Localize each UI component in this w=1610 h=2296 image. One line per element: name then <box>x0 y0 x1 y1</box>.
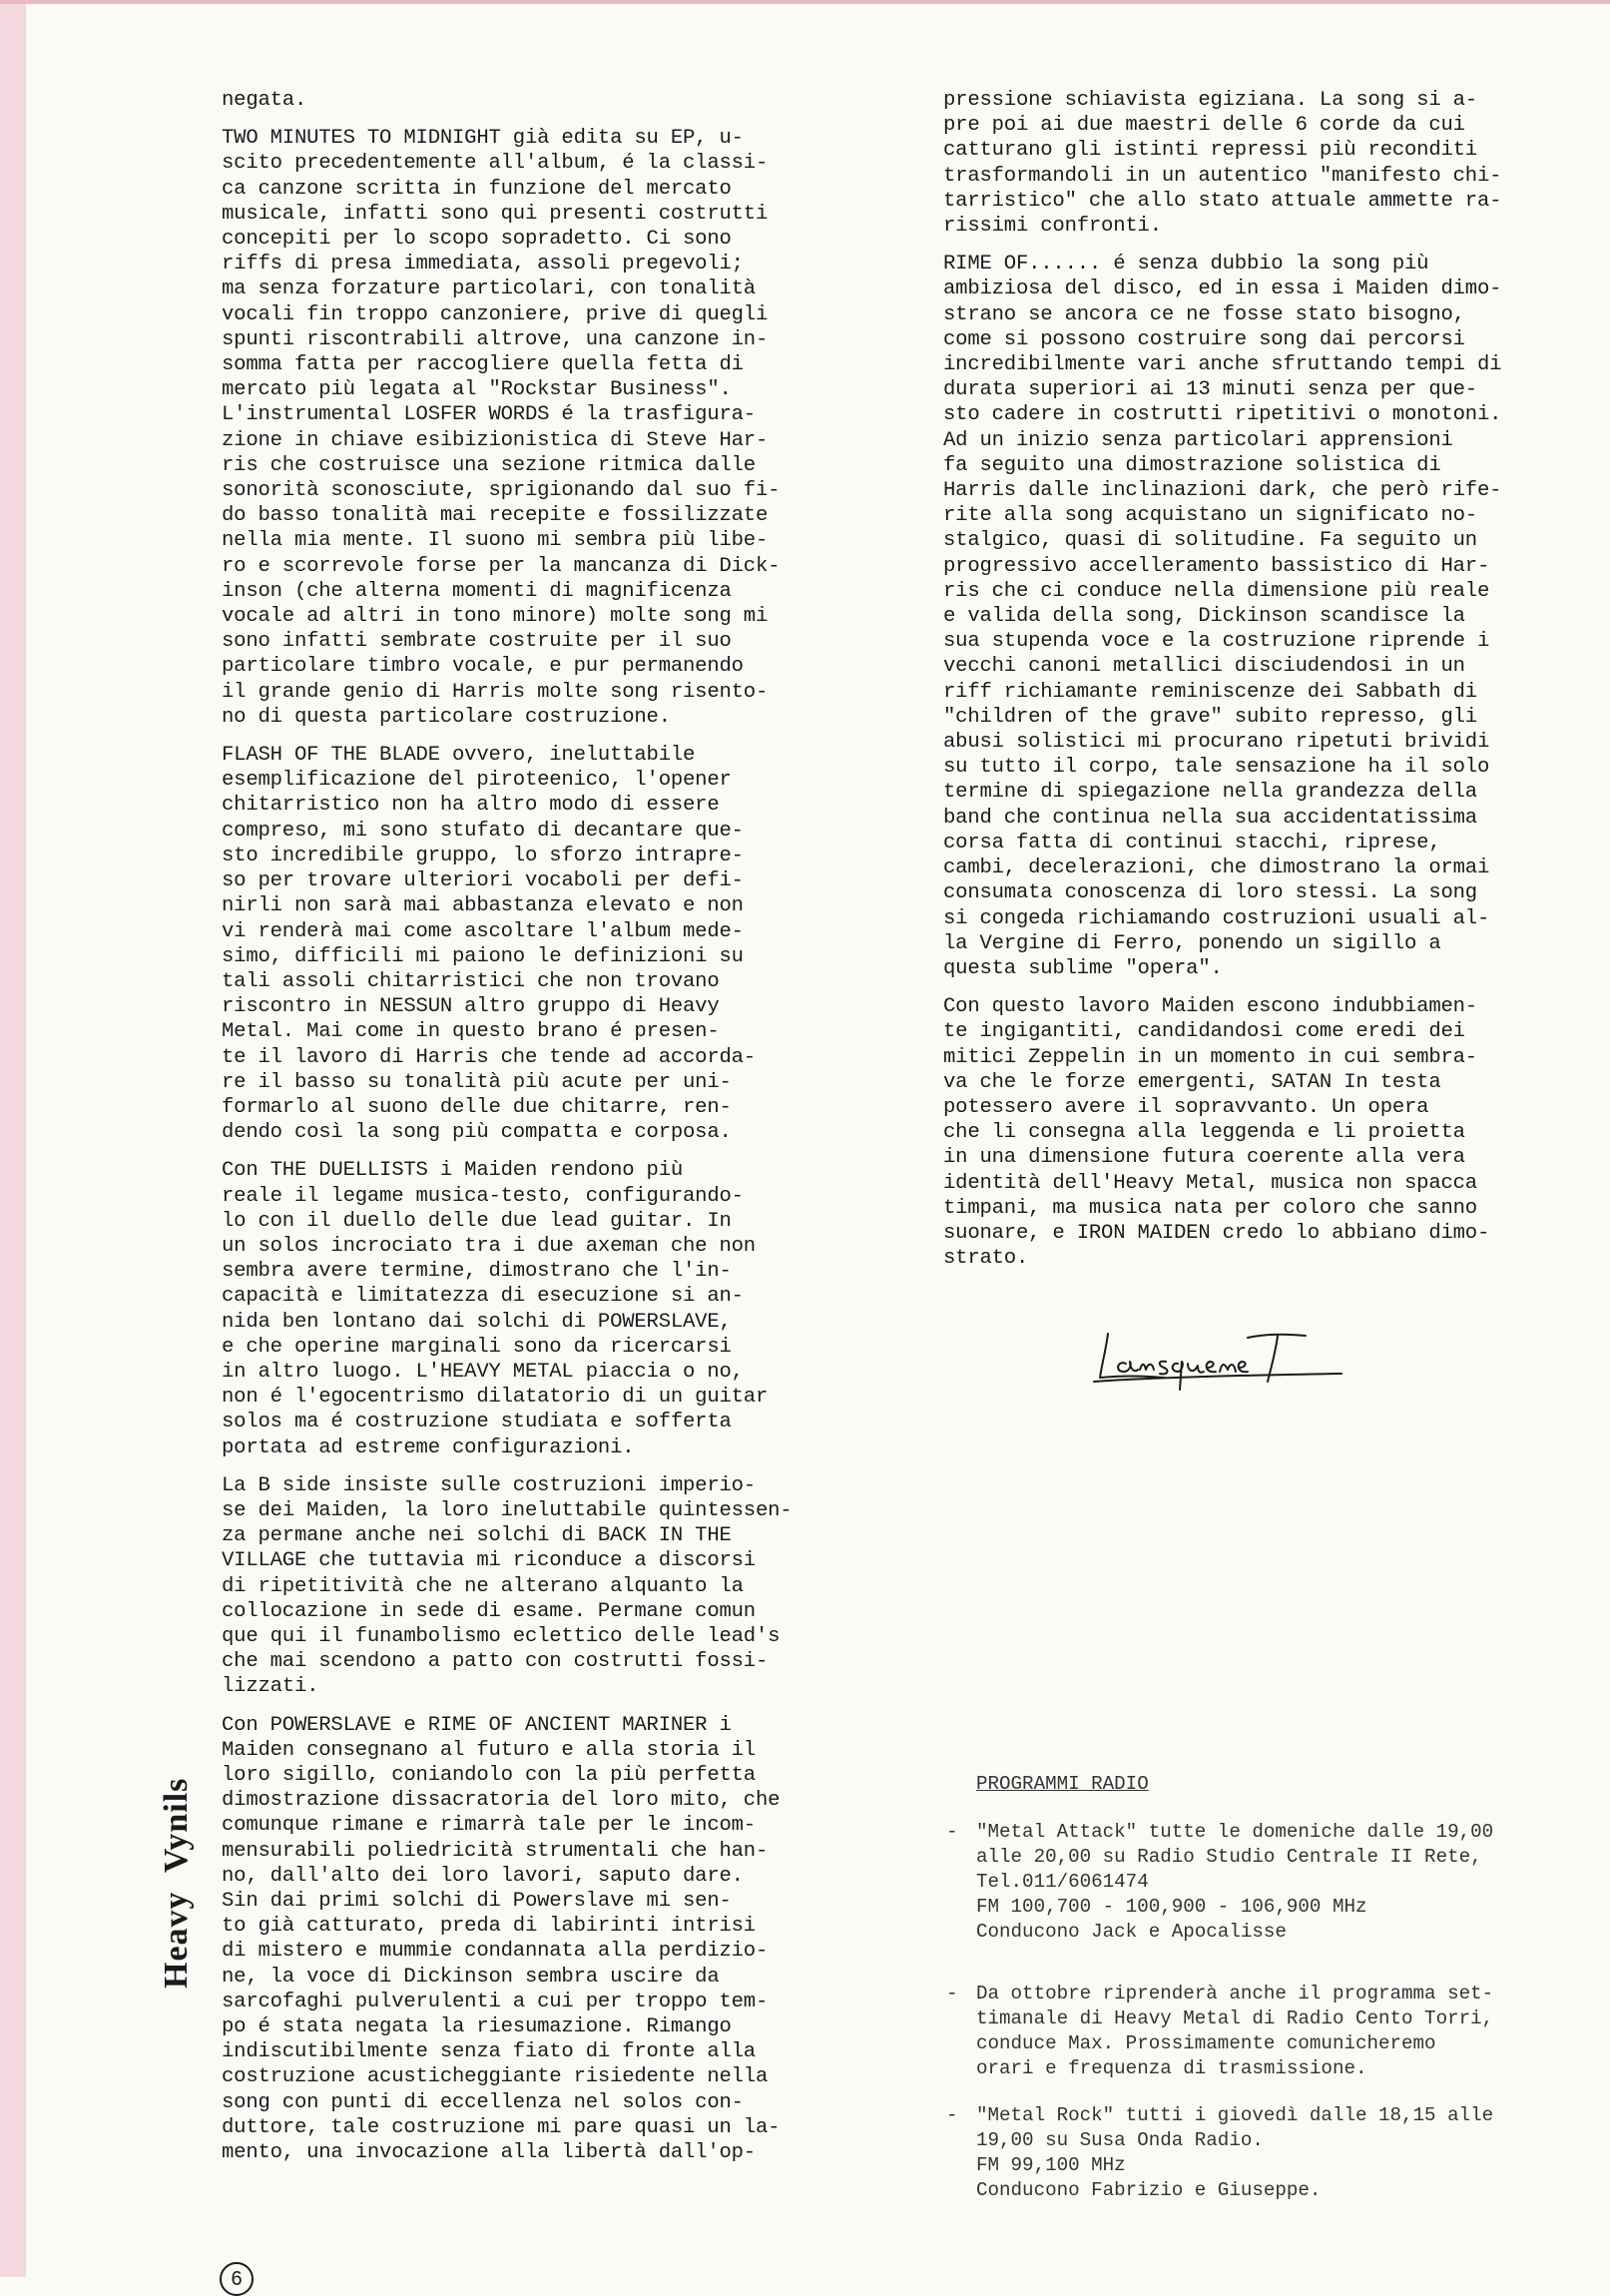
article-paragraph: negata. <box>222 89 307 112</box>
article-right-column <box>943 88 1562 1271</box>
radio-program-text: "Metal Attack" tutte le domeniche dalle 19,00 alle 20,00 su Radio Studio Centrale II Rete, Tel.011/6061474 FM 100,700 - 100,900 - 106,900 MHz Conducono Jack e Apocalisse <box>976 1821 1494 1943</box>
article-paragraph: TWO MINUTES TO MIDNIGHT già edita su EP, u- scito precedentemente all'album, é la classi- ca canzone scritta in funzione del mercato musicale, infatti sono qui presenti costrutti concepiti per lo scopo sopradetto. Ci sono riffs di presa immediata, assoli pregevoli; ma senza forzature particolari, con tonalità vocali fin troppo canzoniere, prive di quegli spunti riscontrabili altrove, una canzone in- somma fatta per raccogliere quella fetta di mercato più legata al "Rockstar Business". L'instrumental LOSFER WORDS é la trasfigura- zione in chiave esibizionistica di Steve Har- ris che costruisce una sezione ritmica dalle sonorità sconosciute, sprigionando dal suo fi- do basso tonalità mai recepite e fossilizzate nella mia mente. Il suono mi sembra più libe- ro e scorrevole forse per la mancanza di Dick- inson (che alterna momenti di magnificenza vocale ad altri in tono minore) molte song mi sono infatti sembrate costruite per il suo particolare timbro vocale, e pur permanendo il grande genio di Harris molte song risento- no di questa particolare costruzione. <box>222 127 781 729</box>
radio-program-item <box>946 1982 1585 2081</box>
article-paragraph: FLASH OF THE BLADE ovvero, ineluttabile esemplificazione del piroteenico, l'opener chitarristico non ha altro modo di essere compreso, mi sono stufato di decantare que- sto incredibile gruppo, lo sforzo intrapre- so per trovare ulteriori vocaboli per defi- nirli non sarà mai abbastanza elevato e non vi renderà mai come ascoltare l'album mede- simo, difficili mi paiono le definizioni su tali assoli chitarristici che non trovano riscontro in NESSUN altro gruppo di Heavy Metal. Mai come in questo brano é presen- te il lavoro di Harris che tende ad accorda- re il basso su tonalità più acute per uni- formarlo al suono delle due chitarre, ren- dendo così la song più compatta e corposa. <box>222 744 756 1145</box>
page-edge-top <box>0 0 1610 4</box>
page-edge-left <box>0 0 26 2277</box>
article-paragraph: La B side insiste sulle costruzioni imperio- se dei Maiden, la loro ineluttabile quintessen- za permane anche nei solchi di BACK IN THE VILLAGE che tuttavia mi riconduce a discorsi di ripetitività che ne alterano alquanto la collocazione in sede di esame. Permane comun que qui il funambolismo eclettico delle lead's che mai scendono a patto con costrutti fossi- lizzati. <box>222 1473 793 1699</box>
radio-program-text: Da ottobre riprenderà anche il programma set- timanale di Heavy Metal di Radio Cento Torri, conduce Max. Prossimamente comunicheremo orari e frequenza di trasmissione. <box>976 1983 1494 2079</box>
author-signature <box>1080 1320 1359 1400</box>
list-bullet: - <box>946 1983 958 2005</box>
article-paragraph: Con POWERSLAVE e RIME OF ANCIENT MARINER i Maiden consegnano al futuro e alla storia il loro sigillo, coniandolo con la più perfetta dimostrazione dissacratoria del loro mito, che comunque rimane e rimarrà tale per le incom- mensurabili poliedricità strumentali che han- no, dall'alto dei loro lavori, saputo dare. Sin dai primi solchi di Powerslave mi sen- to già catturato, preda di labirinti intrisi di mistero e mummie condannata alla perdizio- ne, la voce di Dickinson sembra uscire da sarcofaghi pulverulenti a cui per troppo tem- po é stata negata la riesumazione. Rimango indiscutibilmente senza fiato di fronte alla costruzione acusticheggiante risiedente nella song con punti di eccellenza nel solos con- duttore, tale costruzione mi pare quasi un la- mento, una invocazione alla libertà dall'op- <box>222 1713 781 2165</box>
article-paragraph: Con THE DUELLISTS i Maiden rendono più reale il legame musica-testo, configurando- lo con il duello delle due lead guitar. In un solos incrociato tra i due axeman che non sembra avere termine, dimostrano che l'in- capacità e limitatezza di esecuzione si an- nida ben lontano dai solchi di POWERSLAVE, e che operine marginali sono da ricercarsi in altro luogo. L'HEAVY METAL piaccia o no, non é l'egocentrismo dilatatorio di un guitar solos ma é costruzione studiata e sofferta portata ad estreme configurazioni. <box>222 1159 769 1459</box>
article-paragraph: RIME OF...... é senza dubbio la song più ambiziosa del disco, ed in essa i Maiden dimo- strano se ancora ce ne fosse stato bisogno, come si possono costruire song dai percorsi incredibilmente vari anche sfruttando tempi di durata superiori ai 13 minuti senza per que- sto cadere in costrutti ripetitivi o monotoni. Ad un inizio senza particolari apprensioni fa seguito una dimostrazione solistica di Harris dalle inclinazioni dark, che però rife- rite alla song acquistano un significato no- stalgico, quasi di solitudine. Fa seguito un progressivo accelleramento bassistico di Har- ris che ci conduce nella dimensione più reale e valida della song, Dickinson scandisce la sua stupenda voce e la costruzione riprende i vecchi canoni metallici disciudendosi in un riff richiamante reminiscenze dei Sabbath di "children of the grave" subito represso, gli abusi solistici mi procurano ripetuti brividi su tutto il corpo, tale sensazione ha il solo termine di spiegazione nella grandezza della band che continua nella sua accidentatissima corsa fatta di continui stacchi, riprese, cambi, decelerazioni, che dimostrano la ormai consumata conoscenza di loro stessi. La song si congeda richiamando costruzioni usuali al- la Vergine di Ferro, ponendo un sigillo a questa sublime "opera". <box>943 253 1502 980</box>
list-bullet: - <box>946 1821 958 1843</box>
list-bullet: - <box>946 2104 958 2126</box>
radio-program-item <box>946 2103 1585 2203</box>
radio-program-text: "Metal Rock" tutti i giovedì dalle 18,15 alle 19,00 su Susa Onda Radio. FM 99,100 MHz Conducono Fabrizio e Giuseppe. <box>976 2104 1494 2201</box>
article-left-column <box>222 88 834 2165</box>
radio-program-item <box>946 1820 1585 1945</box>
page-number: 6 <box>220 2262 254 2296</box>
article-paragraph: pressione schiavista egiziana. La song si a- pre poi ai due maestri delle 6 corde da cui catturano gli istinti repressi più reconditi trasformandoli in un autentico "manifesto chi- tarristico" che allo stato attuale ammette ra- rissimi confronti. <box>943 89 1502 239</box>
article-paragraph: Con questo lavoro Maiden escono indubbiamen- te ingigantiti, candidandosi come eredi dei mitici Zeppelin in un momento in cui sembra- va che le forze emergenti, SATAN In testa potessero avere il sopravvanto. Un opera che li consegna alla leggenda e li proietta in una dimensione futura coerente alla vera identità dell'Heavy Metal, musica non spacca timpani, ma musica nata per coloro che sanno suonare, e IRON MAIDEN credo lo abbiano dimo- strato. <box>943 995 1490 1271</box>
section-title: Heavy Vynils <box>158 1777 195 1989</box>
radio-heading: PROGRAMMI RADIO <box>976 1773 1149 1795</box>
